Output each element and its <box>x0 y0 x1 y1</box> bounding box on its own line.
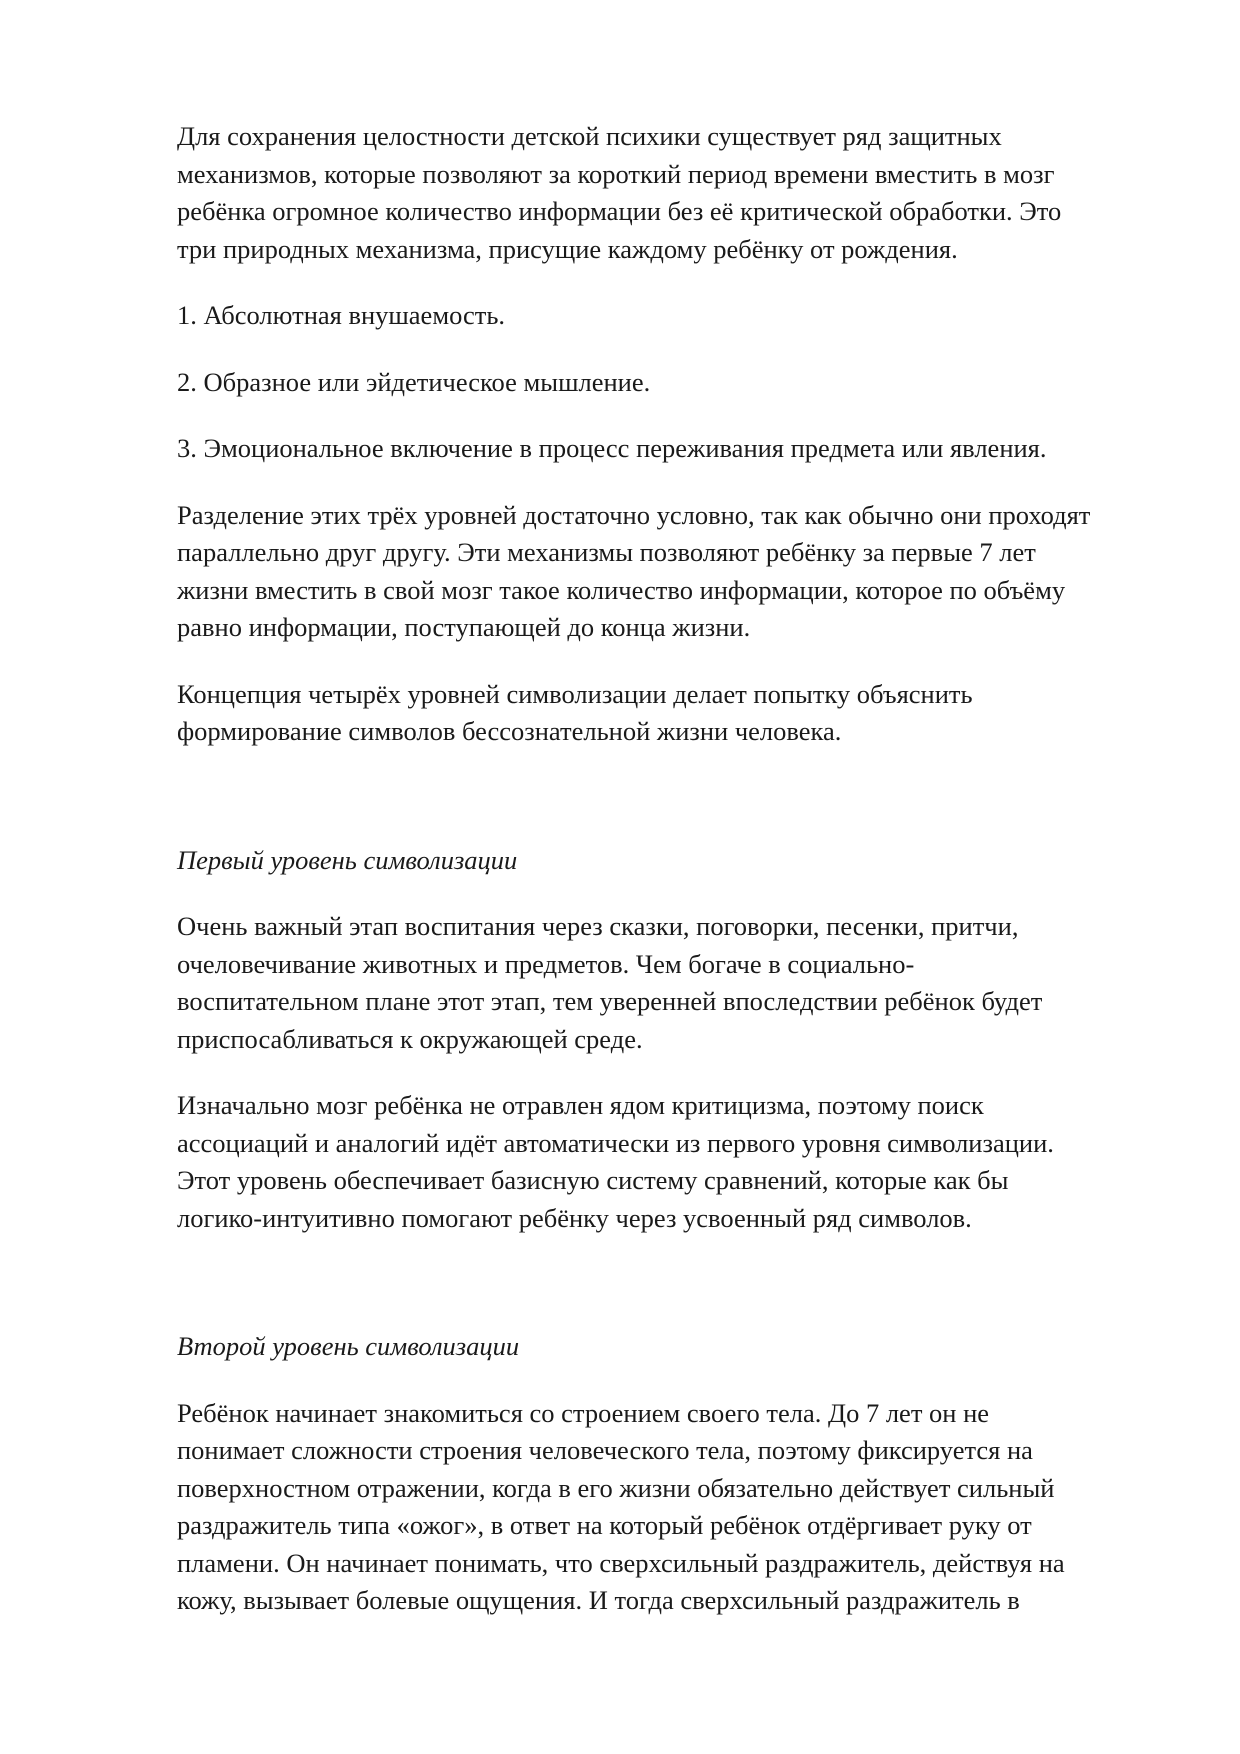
concept-paragraph: Концепция четырёх уровней символизации делает попытку объяснить формирование символов бессознательной жизни человека. <box>177 678 973 746</box>
list-item: 1. Абсолютная внушаемость. <box>177 300 506 330</box>
section1-paragraph-1: Очень важный этап воспитания через сказки, поговорки, песенки, притчи, очеловечивание животных и предметов. Чем богаче в социально- воспитательном плане этот этап, тем уверенней впоследствии ребёнок будет приспосабливаться к окружающей среде. <box>177 911 1043 1054</box>
levels-paragraph: Разделение этих трёх уровней достаточно условно, так как обычно они проходят параллельно друг другу. Эти механизмы позволяют ребёнку за первые 7 лет жизни вместить в свой мозг такое количество информации, которое по объёму равно информации, поступающей до конца жизни. <box>177 499 1091 642</box>
spacer <box>177 1266 1167 1328</box>
section1-paragraph-2: Изначально мозг ребёнка не отравлен ядом критицизма, поэтому поиск ассоциаций и аналогий идёт автоматически из первого уровня символизации. Этот уровень обеспечивает базисную систему сравнений, которые как бы логико-интуитивно помогают ребёнку через усвоенный ряд символов. <box>177 1090 1054 1233</box>
section2-paragraph-1: Ребёнок начинает знакомиться со строением своего тела. До 7 лет он не понимает сложности строения человеческого тела, поэтому фиксируется на поверхностном отражении, когда в его жизни обязательно действует сильный раздражитель типа «ожог», в ответ на который ребёнок отдёргивает руку от пламени. Он начинает понимать, что сверхсильный раздражитель, действуя на кожу, вызывает болевые ощущения. И тогда сверхсильный раздражитель в <box>177 1397 1065 1615</box>
section-heading-second-level: Второй уровень символизации <box>177 1331 520 1361</box>
intro-paragraph: Для сохранения целостности детской психики существует ряд защитных механизмов, которые позволяют за короткий период времени вместить в мозг ребёнка огромное количество информации без её критической обработки. Это три природных механизма, присущие каждому ребёнку от рождения. <box>177 121 1062 264</box>
section-heading-first-level: Первый уровень символизации <box>177 844 518 875</box>
list-item: 3. Эмоциональное включение в процесс переживания предмета или явления. <box>177 433 1047 463</box>
spacer <box>177 780 1167 842</box>
document-body <box>177 118 1167 1649</box>
list-item: 2. Образное или эйдетическое мышление. <box>177 366 651 397</box>
